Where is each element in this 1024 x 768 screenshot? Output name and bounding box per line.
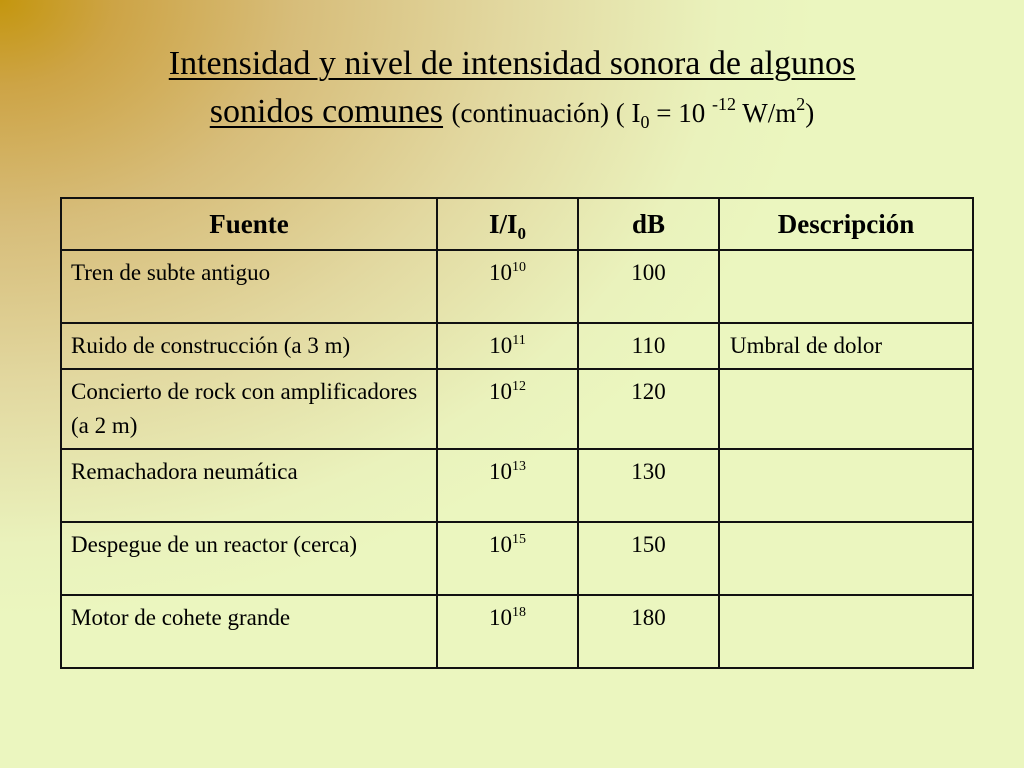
cell-intensity-ratio xyxy=(437,250,578,323)
ratio-exponent: 10 xyxy=(512,260,526,275)
cell-db: 100 xyxy=(578,250,719,323)
cell-intensity-ratio xyxy=(437,595,578,668)
cell-db: 110 xyxy=(578,323,719,369)
table-row xyxy=(61,595,973,668)
header-db: dB xyxy=(578,198,719,250)
cell-db: 120 xyxy=(578,369,719,449)
cell-intensity-ratio xyxy=(437,323,578,369)
title-eq-sub: 0 xyxy=(640,112,650,132)
title-eq-unit: W/m xyxy=(735,98,797,128)
ratio-exponent: 13 xyxy=(512,459,526,474)
title-eq-mid: = 10 xyxy=(649,98,712,128)
sound-intensity-table xyxy=(60,197,974,669)
header-intensity-ratio xyxy=(437,198,578,250)
cell-db: 130 xyxy=(578,449,719,522)
ratio-base: 10 xyxy=(489,459,512,484)
table-header-row xyxy=(61,198,973,250)
header-descripcion: Descripción xyxy=(719,198,973,250)
title-reference xyxy=(451,94,815,132)
cell-fuente: Motor de cohete grande xyxy=(61,595,437,668)
header-ratio-sub: 0 xyxy=(517,223,527,243)
title-continuation: (continuación) xyxy=(451,98,609,128)
table-row xyxy=(61,323,973,369)
ratio-base: 10 xyxy=(489,605,512,630)
ratio-exponent: 15 xyxy=(512,532,526,547)
cell-descripcion xyxy=(719,522,973,595)
title-eq-unit-exp: 2 xyxy=(796,94,806,114)
table-row xyxy=(61,522,973,595)
title-line-1: Intensidad y nivel de intensidad sonora de algunos xyxy=(168,45,856,82)
cell-descripcion xyxy=(719,250,973,323)
ratio-exponent: 18 xyxy=(512,605,526,620)
title-eq-close: ) xyxy=(805,98,815,128)
cell-descripcion xyxy=(719,369,973,449)
title-eq-exp: -12 xyxy=(711,94,736,114)
table-row xyxy=(61,449,973,522)
cell-intensity-ratio xyxy=(437,369,578,449)
table-row xyxy=(61,369,973,449)
cell-db: 180 xyxy=(578,595,719,668)
cell-fuente: Despegue de un reactor (cerca) xyxy=(61,522,437,595)
cell-descripcion xyxy=(719,595,973,668)
ratio-base: 10 xyxy=(489,379,512,404)
header-ratio-base: I/I xyxy=(488,208,518,239)
cell-descripcion xyxy=(719,449,973,522)
cell-db: 150 xyxy=(578,522,719,595)
ratio-base: 10 xyxy=(489,333,513,358)
title-line-2: sonidos comunes xyxy=(209,93,444,130)
cell-fuente: Tren de subte antiguo xyxy=(61,250,437,323)
cell-intensity-ratio xyxy=(437,449,578,522)
ratio-base: 10 xyxy=(489,260,512,285)
cell-intensity-ratio xyxy=(437,522,578,595)
cell-fuente: Ruido de construcción (a 3 m) xyxy=(61,323,437,369)
cell-fuente: Concierto de rock con amplificadores (a 2 m) xyxy=(61,369,437,449)
ratio-exponent: 12 xyxy=(512,379,526,394)
header-fuente: Fuente xyxy=(61,198,437,250)
cell-fuente: Remachadora neumática xyxy=(61,449,437,522)
ratio-exponent: 11 xyxy=(512,333,526,348)
ratio-base: 10 xyxy=(489,532,512,557)
slide-title xyxy=(40,40,984,137)
cell-descripcion: Umbral de dolor xyxy=(719,323,973,369)
title-eq-open: ( I xyxy=(615,98,641,128)
table-row xyxy=(61,250,973,323)
